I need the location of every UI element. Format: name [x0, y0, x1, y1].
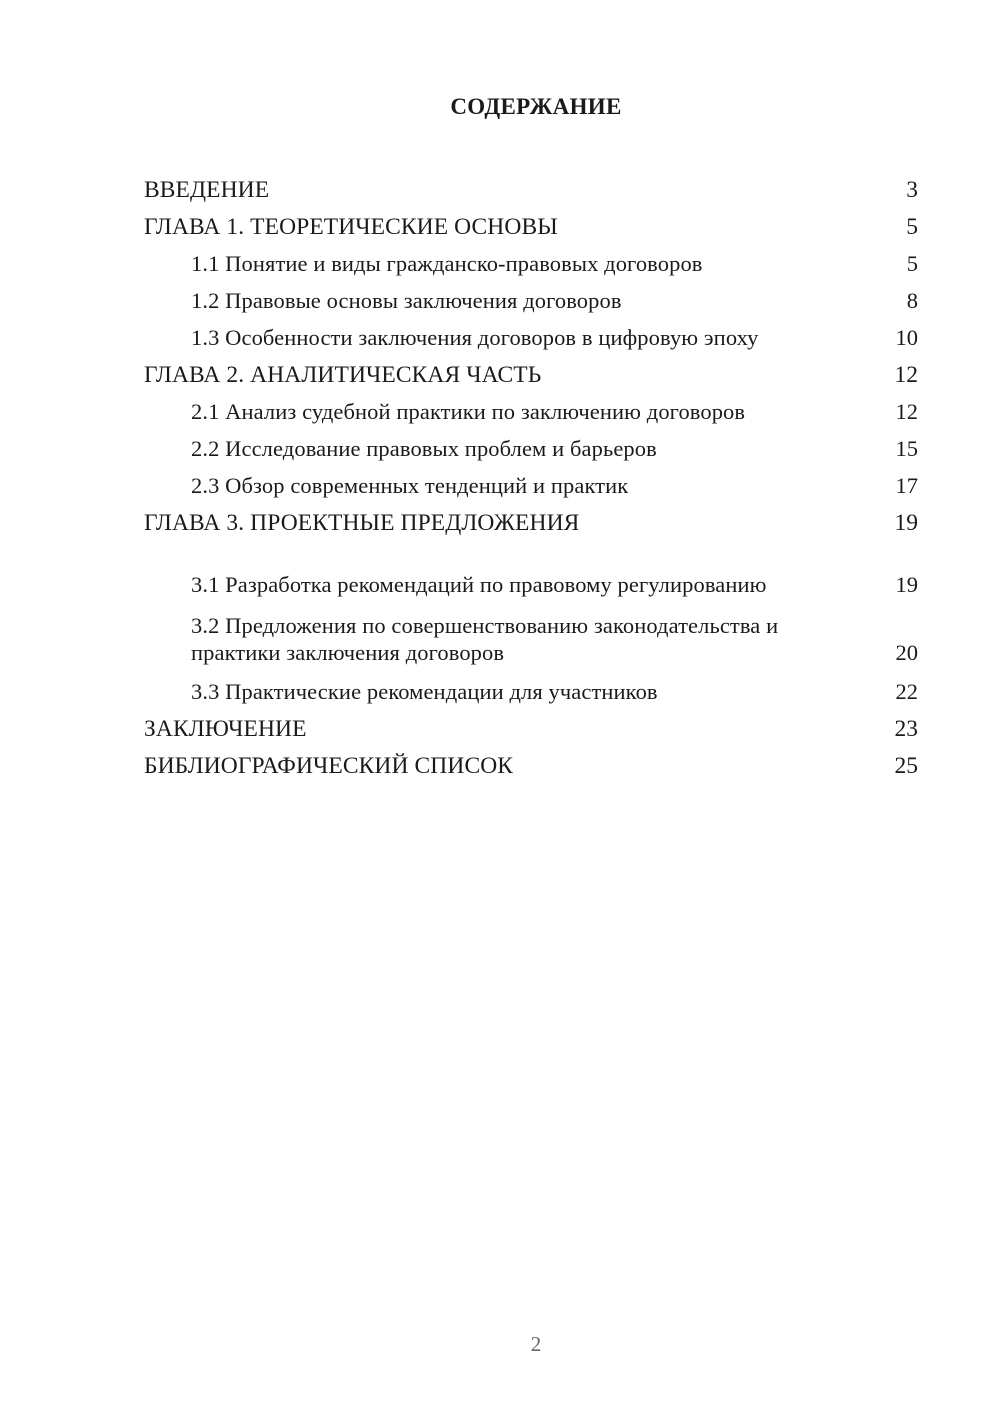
- toc-entry-section-2-2[interactable]: [144, 429, 918, 466]
- toc-entry-page: 10: [895, 325, 918, 350]
- toc-entry-label: 3.1 Разработка рекомендаций по правовому регулированию: [191, 572, 767, 597]
- toc-entry-label: ВВЕДЕНИЕ: [144, 177, 270, 203]
- toc-entry-label: БИБЛИОГРАФИЧЕСКИЙ СПИСОК: [144, 753, 514, 779]
- toc-entry-page: 5: [906, 214, 918, 240]
- toc-entry-label: 1.3 Особенности заключения договоров в цифровую эпоху: [191, 325, 759, 350]
- toc-entry-label: 3.3 Практические рекомендации для участников: [191, 679, 658, 704]
- toc-entry-label: 2.1 Анализ судебной практики по заключению договоров: [191, 399, 746, 424]
- toc-entry-page: 22: [895, 679, 918, 704]
- toc-entry-label: 3.2 Предложения по совершенствованию законодательства и практики заключения договоров: [191, 613, 779, 665]
- toc-entry-chapter-3[interactable]: [144, 503, 918, 540]
- toc-entry-section-1-2[interactable]: [144, 281, 918, 318]
- toc-entry-chapter-2[interactable]: [144, 355, 918, 392]
- toc-entry-page: 5: [906, 251, 918, 276]
- toc-entry-label: ГЛАВА 2. АНАЛИТИЧЕСКАЯ ЧАСТЬ: [144, 362, 542, 388]
- toc-entry-page: 19: [894, 510, 918, 536]
- toc-entry-section-1-3[interactable]: [144, 318, 918, 355]
- toc-entry-page: 19: [895, 572, 918, 597]
- toc-entry-page: 8: [906, 288, 918, 313]
- page-title: СОДЕРЖАНИЕ: [450, 94, 622, 119]
- toc-entry-chapter-1[interactable]: [144, 207, 918, 244]
- toc-entry-conclusion[interactable]: [144, 709, 918, 746]
- toc-entry-section-1-1[interactable]: [144, 244, 918, 281]
- toc-entry-bibliography[interactable]: [144, 746, 918, 783]
- toc-entry-label: 2.3 Обзор современных тенденций и практик: [191, 473, 629, 498]
- toc-entry-page: 15: [895, 436, 918, 461]
- toc-entry-page: 12: [894, 362, 918, 388]
- toc-entry-section-3-1[interactable]: [144, 540, 918, 604]
- toc-entry-section-3-2[interactable]: [144, 604, 918, 672]
- table-of-contents: [144, 170, 918, 783]
- toc-entry-label: ГЛАВА 3. ПРОЕКТНЫЕ ПРЕДЛОЖЕНИЯ: [144, 510, 580, 536]
- toc-entry-label: ГЛАВА 1. ТЕОРЕТИЧЕСКИЕ ОСНОВЫ: [144, 214, 558, 240]
- toc-entry-section-2-3[interactable]: [144, 466, 918, 503]
- toc-entry-label: 2.2 Исследование правовых проблем и барьеров: [191, 436, 657, 461]
- toc-entry-label: 1.1 Понятие и виды гражданско-правовых договоров: [191, 251, 703, 276]
- toc-entry-page: 17: [895, 473, 918, 498]
- toc-entry-label: ЗАКЛЮЧЕНИЕ: [144, 716, 307, 742]
- toc-entry-page: 3: [906, 177, 918, 203]
- toc-entry-page: 20: [895, 640, 918, 665]
- toc-entry-label: 1.2 Правовые основы заключения договоров: [191, 288, 622, 313]
- page-number: 2: [530, 1332, 542, 1356]
- toc-entry-section-2-1[interactable]: [144, 392, 918, 429]
- toc-entry-page: 25: [894, 753, 918, 779]
- toc-entry-page: 12: [895, 399, 918, 424]
- toc-entry-page: 23: [894, 716, 918, 742]
- toc-entry-section-3-3[interactable]: [144, 672, 918, 709]
- toc-entry-introduction[interactable]: [144, 170, 918, 207]
